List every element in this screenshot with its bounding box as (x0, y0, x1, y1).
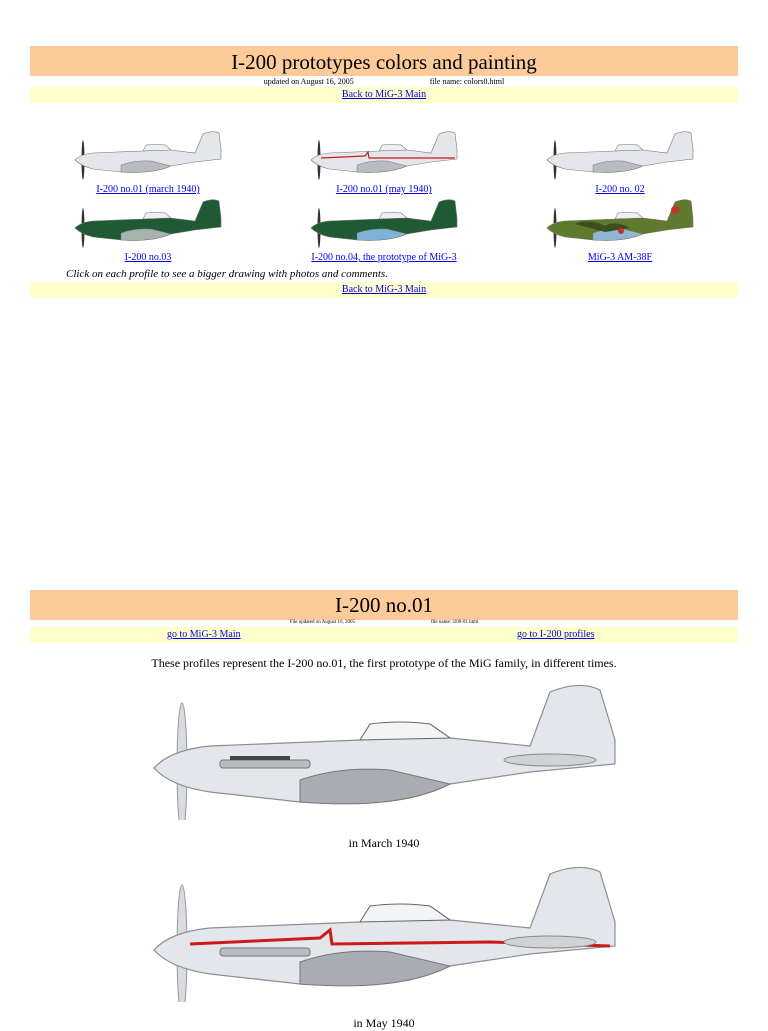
profile-link[interactable]: I-200 no. 02 (595, 184, 645, 195)
profile-thumbnail[interactable] (545, 130, 695, 180)
back-to-main-link-bottom[interactable]: Back to MiG-3 Main (341, 284, 427, 295)
exhaust-stacks (230, 756, 290, 760)
page-title: I-200 prototypes colors and painting (231, 50, 537, 74)
profile-link[interactable]: I-200 no.01 (may 1940) (336, 184, 432, 195)
profile-link[interactable]: MiG-3 AM-38F (587, 252, 653, 263)
caption-may-1940: in May 1940 (353, 1016, 415, 1030)
section-update-info (30, 619, 738, 627)
tailplane (504, 936, 596, 948)
profile-cell (30, 130, 266, 195)
exhaust (220, 948, 310, 956)
file-name: file name: colors0.html (429, 77, 505, 86)
profile-cell (502, 198, 738, 263)
go-to-profiles-link[interactable]: go to I-200 profiles (517, 629, 595, 640)
profile-cell (30, 198, 266, 263)
intro-text: These profiles represent the I-200 no.01, the first prototype of the MiG family, in different times. (151, 656, 617, 670)
profile-thumbnail[interactable] (73, 198, 223, 248)
back-to-main-link[interactable]: Back to MiG-3 Main (341, 89, 427, 100)
section-file-name: file name: i200-01.html (430, 620, 479, 625)
large-profile-may-1940[interactable] (150, 862, 620, 1002)
profile-link[interactable]: I-200 no.04, the prototype of MiG-3 (311, 252, 457, 263)
profiles-grid (30, 130, 738, 270)
caption-march-1940: in March 1940 (348, 836, 420, 850)
instructions-text: Click on each profile to see a bigger drawing with photos and comments. (66, 268, 388, 280)
back-link-bar (30, 87, 738, 103)
profile-cell (266, 198, 502, 263)
profile-thumbnail[interactable] (73, 130, 223, 180)
canopy (360, 904, 450, 922)
update-info (30, 76, 738, 87)
section-title-bar (30, 590, 738, 620)
profile-thumbnail[interactable] (309, 198, 459, 248)
go-to-main-link[interactable]: go to MiG-3 Main (167, 629, 241, 640)
profile-cell (502, 130, 738, 195)
profile-link[interactable]: I-200 no.01 (march 1940) (96, 184, 200, 195)
profile-link[interactable]: I-200 no.03 (124, 252, 172, 263)
section-updated-date: File updated on August 16, 2005 (289, 620, 355, 625)
profile-thumbnail[interactable] (309, 130, 459, 180)
page-title-bar (30, 46, 738, 76)
profile-cell (266, 130, 502, 195)
updated-date: updated on August 16, 2005 (263, 77, 354, 86)
back-link-bar-bottom (30, 282, 738, 298)
large-profile-march-1940[interactable] (150, 680, 620, 820)
section-title: I-200 no.01 (335, 593, 433, 617)
section-link-bar (30, 627, 738, 643)
profile-thumbnail[interactable] (545, 198, 695, 248)
exhaust (220, 760, 310, 768)
canopy (360, 722, 450, 740)
tailplane (504, 754, 596, 766)
